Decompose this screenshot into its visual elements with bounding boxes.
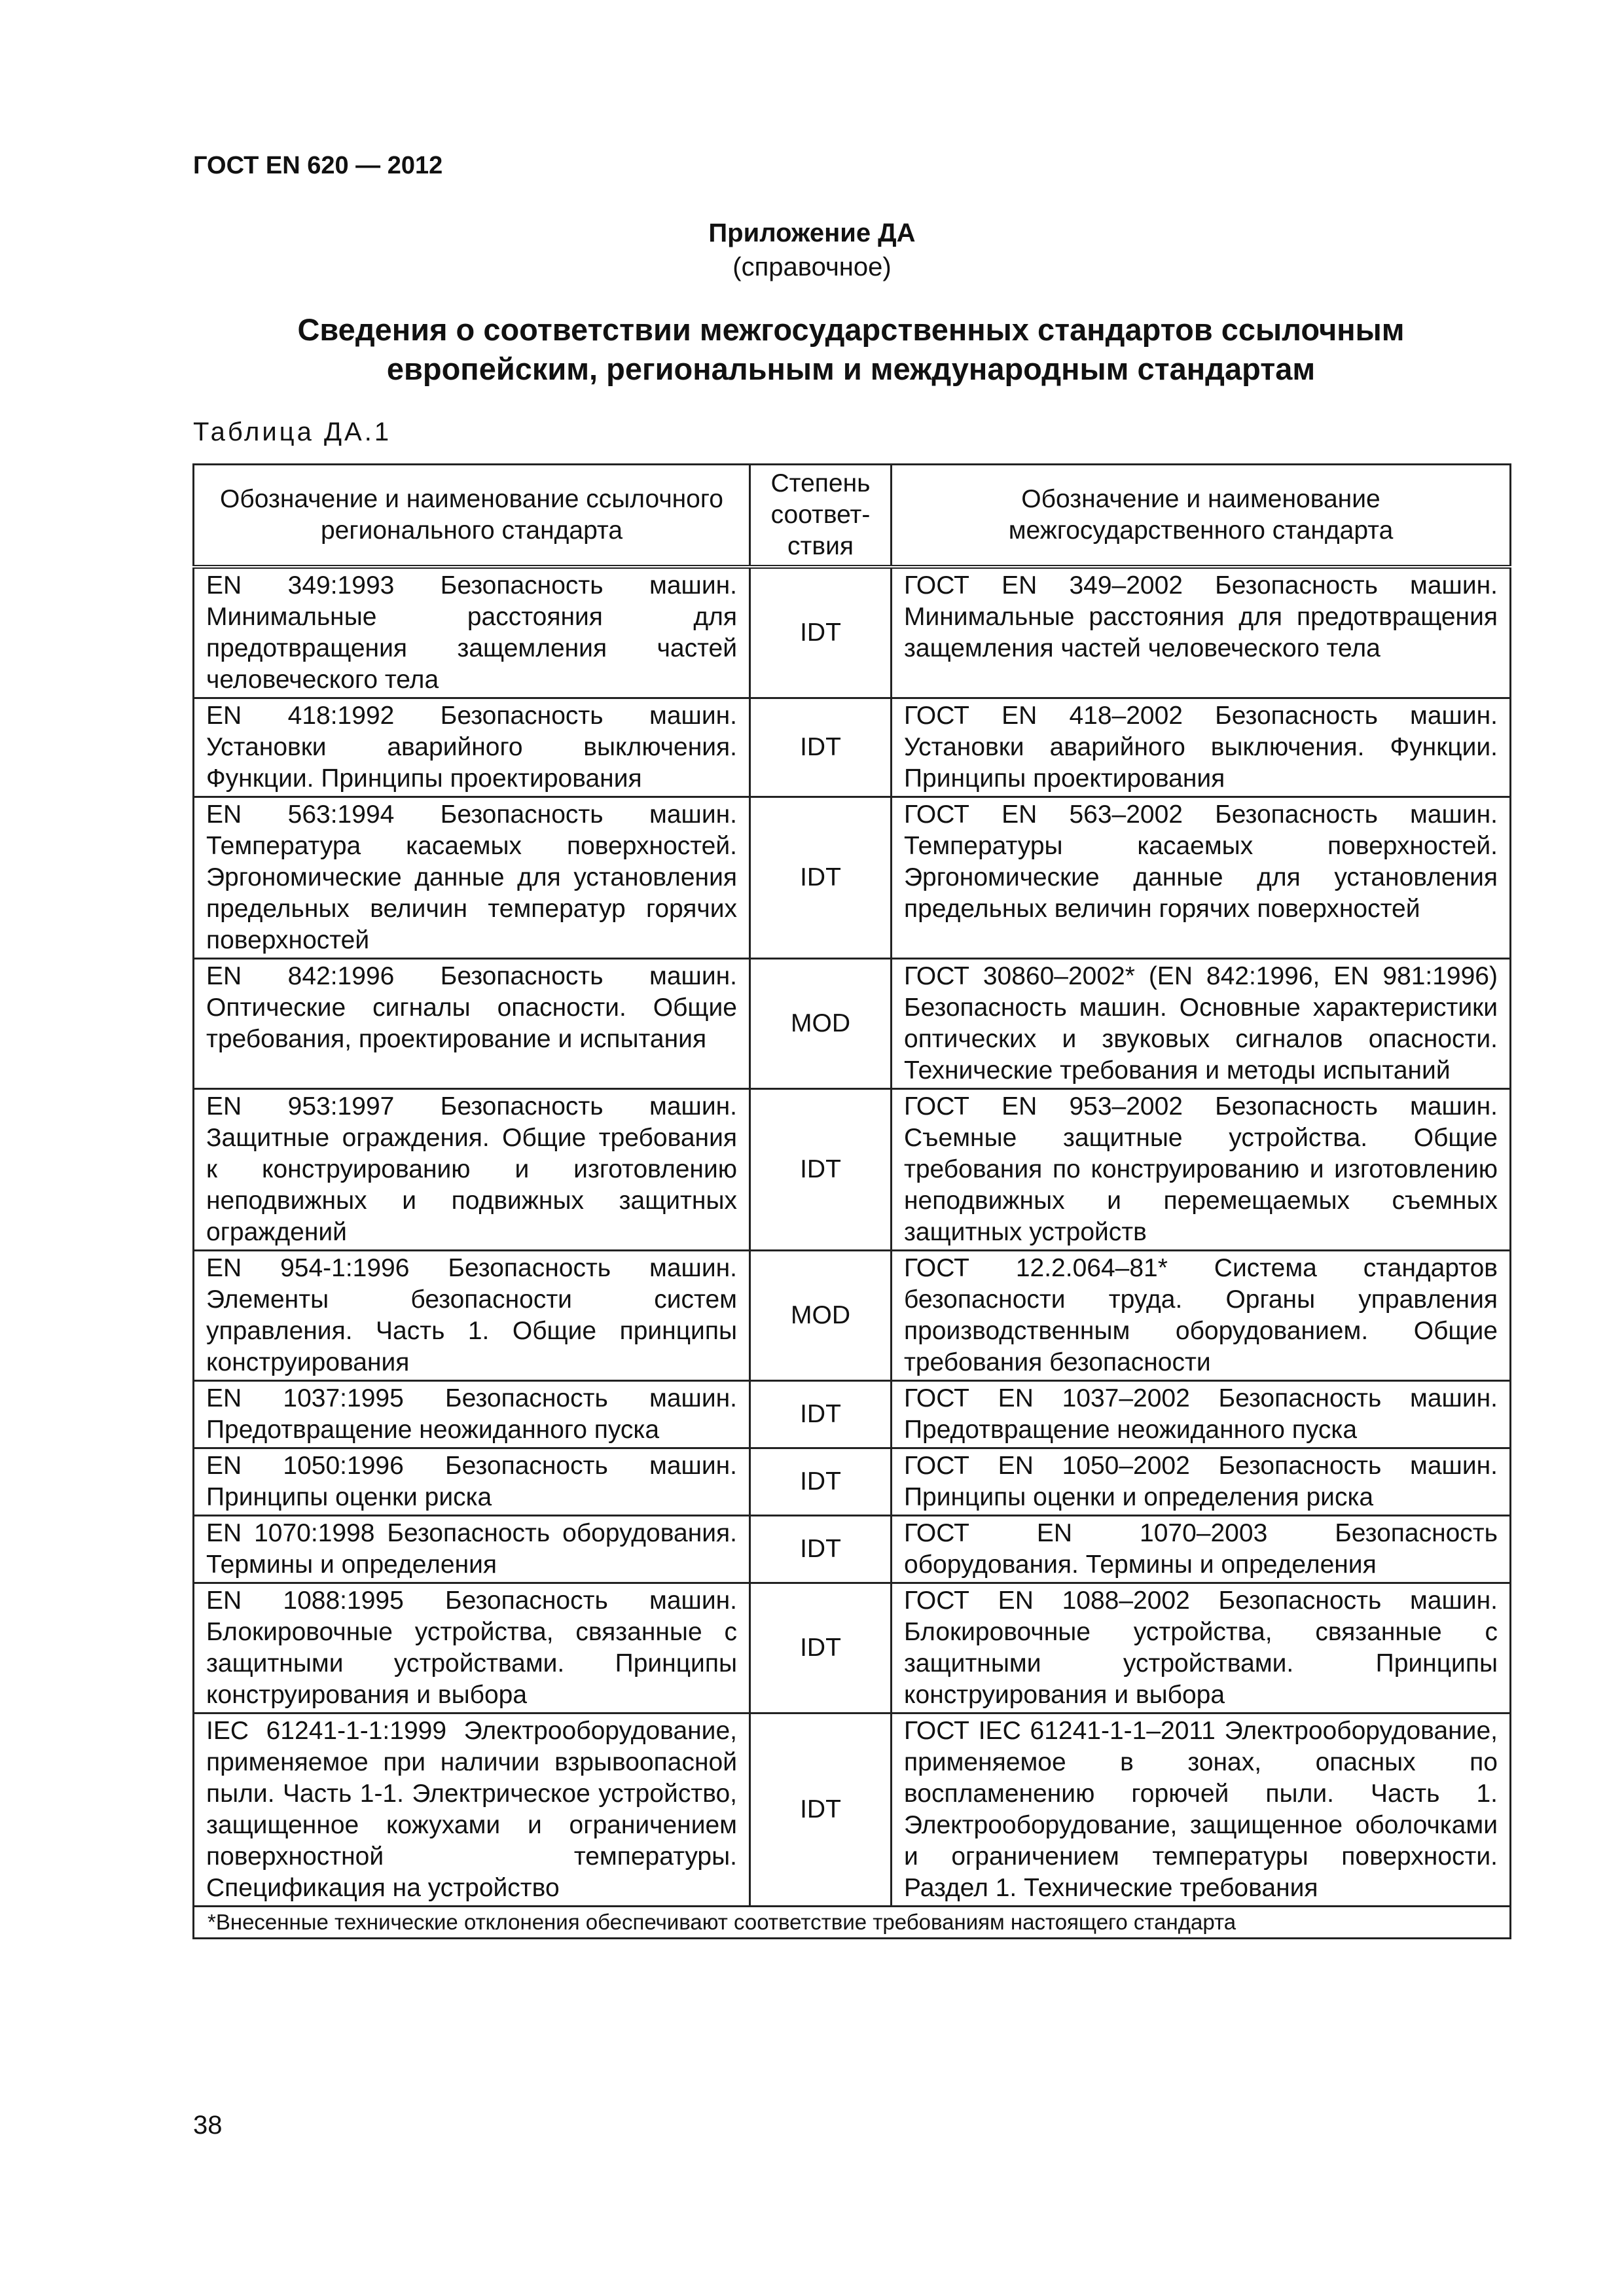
table-row xyxy=(194,1583,1511,1713)
standards-correspondence-table xyxy=(192,463,1511,1939)
degree-cell: IDT xyxy=(750,567,892,698)
interstate-standard-cell: ГОСТ IEC 61241-1-1–2011 Электрооборудование, применяемое в зонах, опасных по воспламенению горючей пыли. Часть 1. Электрооборудование, защищенное оболочками и ограничением температуры поверхности. Раздел 1. Технические требования xyxy=(892,1713,1511,1907)
interstate-standard-cell: ГОСТ EN 1070–2003 Безопасность оборудования. Термины и определения xyxy=(892,1516,1511,1583)
regional-standard-cell: EN 842:1996 Безопасность машин. Оптические сигналы опасности. Общие требования, проектирование и испытания xyxy=(194,959,750,1089)
annex-subtitle: (справочное) xyxy=(732,253,892,281)
interstate-standard-cell: ГОСТ EN 418–2002 Безопасность машин. Установки аварийного выключения. Функции. Принципы проектирования xyxy=(892,698,1511,797)
regional-standard-cell: EN 1088:1995 Безопасность машин. Блокировочные устройства, связанные с защитными устройствами. Принципы конструирования и выбора xyxy=(194,1583,750,1713)
interstate-standard-cell: ГОСТ EN 1088–2002 Безопасность машин. Блокировочные устройства, связанные с защитными устройствами. Принципы конструирования и выбора xyxy=(892,1583,1511,1713)
annex-heading xyxy=(0,216,1624,284)
regional-standard-cell: EN 1050:1996 Безопасность машин. Принципы оценки риска xyxy=(194,1448,750,1516)
degree-cell: IDT xyxy=(750,797,892,959)
table-row xyxy=(194,698,1511,797)
annex-title: Приложение ДА xyxy=(708,219,916,247)
degree-cell: MOD xyxy=(750,1251,892,1381)
document-code: ГОСТ EN 620 — 2012 xyxy=(193,152,443,179)
degree-cell: IDT xyxy=(750,1516,892,1583)
table-footnote: *Внесенные технические отклонения обеспечивают соответствие требованиям настоящего стандарта xyxy=(194,1907,1511,1939)
degree-cell: MOD xyxy=(750,959,892,1089)
interstate-standard-cell: ГОСТ EN 349–2002 Безопасность машин. Минимальные расстояния для предотвращения защемления частей человеческого тела xyxy=(892,567,1511,698)
table-row xyxy=(194,959,1511,1089)
interstate-standard-cell: ГОСТ 12.2.064–81* Система стандартов безопасности труда. Органы управления производственным оборудованием. Общие требования безопасности xyxy=(892,1251,1511,1381)
regional-standard-cell: EN 418:1992 Безопасность машин. Установки аварийного выключения. Функции. Принципы проектирования xyxy=(194,698,750,797)
table-row xyxy=(194,1251,1511,1381)
table-row xyxy=(194,797,1511,959)
interstate-standard-cell: ГОСТ 30860–2002* (EN 842:1996, EN 981:1996) Безопасность машин. Основные характеристики оптических и звуковых сигналов опасности. Технические требования и методы испытаний xyxy=(892,959,1511,1089)
interstate-standard-cell: ГОСТ EN 1037–2002 Безопасность машин. Предотвращение неожиданного пуска xyxy=(892,1381,1511,1448)
table-row xyxy=(194,1448,1511,1516)
table-label: Таблица ДА.1 xyxy=(193,418,392,446)
page-title xyxy=(216,310,1486,389)
header-regional-standard: Обозначение и наименование ссылочного регионального стандарта xyxy=(194,465,750,567)
degree-cell: IDT xyxy=(750,1713,892,1907)
header-interstate-standard: Обозначение и наименование межгосударственного стандарта xyxy=(892,465,1511,567)
degree-cell: IDT xyxy=(750,1381,892,1448)
table-row xyxy=(194,567,1511,698)
degree-cell: IDT xyxy=(750,1583,892,1713)
page-number: 38 xyxy=(193,2111,223,2140)
interstate-standard-cell: ГОСТ EN 563–2002 Безопасность машин. Температуры касаемых поверхностей. Эргономические данные для установления предельных величин горячих поверхностей xyxy=(892,797,1511,959)
table-header-row xyxy=(194,465,1511,567)
regional-standard-cell: EN 1070:1998 Безопасность оборудования. Термины и определения xyxy=(194,1516,750,1583)
regional-standard-cell: EN 954-1:1996 Безопасность машин. Элементы безопасности систем управления. Часть 1. Общие принципы конструирования xyxy=(194,1251,750,1381)
degree-cell: IDT xyxy=(750,698,892,797)
regional-standard-cell: IEC 61241-1-1:1999 Электрооборудование, применяемое при наличии взрывоопасной пыли. Часть 1-1. Электрическое устройство, защищенное кожухами и ограничением поверхностной температуры. Спецификация на устройство xyxy=(194,1713,750,1907)
regional-standard-cell: EN 953:1997 Безопасность машин. Защитные ограждения. Общие требования к конструированию и изготовлению неподвижных и подвижных защитных ограждений xyxy=(194,1089,750,1251)
degree-cell: IDT xyxy=(750,1448,892,1516)
table-row xyxy=(194,1713,1511,1907)
regional-standard-cell: EN 563:1994 Безопасность машин. Температура касаемых поверхностей. Эргономические данные для установления предельных величин температур горячих поверхностей xyxy=(194,797,750,959)
table-row xyxy=(194,1089,1511,1251)
interstate-standard-cell: ГОСТ EN 953–2002 Безопасность машин. Съемные защитные устройства. Общие требования по конструированию и изготовлению неподвижных и перемещаемых съемных защитных устройств xyxy=(892,1089,1511,1251)
degree-cell: IDT xyxy=(750,1089,892,1251)
table-footnote-row xyxy=(194,1907,1511,1939)
interstate-standard-cell: ГОСТ EN 1050–2002 Безопасность машин. Принципы оценки и определения риска xyxy=(892,1448,1511,1516)
header-degree: Степень соответ-ствия xyxy=(750,465,892,567)
page-title-line-1: Сведения о соответствии межгосударственных стандартов ссылочным xyxy=(297,312,1405,347)
table-row xyxy=(194,1381,1511,1448)
page-title-line-2: европейским, региональным и международным стандартам xyxy=(386,351,1316,386)
regional-standard-cell: EN 1037:1995 Безопасность машин. Предотвращение неожиданного пуска xyxy=(194,1381,750,1448)
table-row xyxy=(194,1516,1511,1583)
regional-standard-cell: EN 349:1993 Безопасность машин. Минимальные расстояния для предотвращения защемления частей человеческого тела xyxy=(194,567,750,698)
